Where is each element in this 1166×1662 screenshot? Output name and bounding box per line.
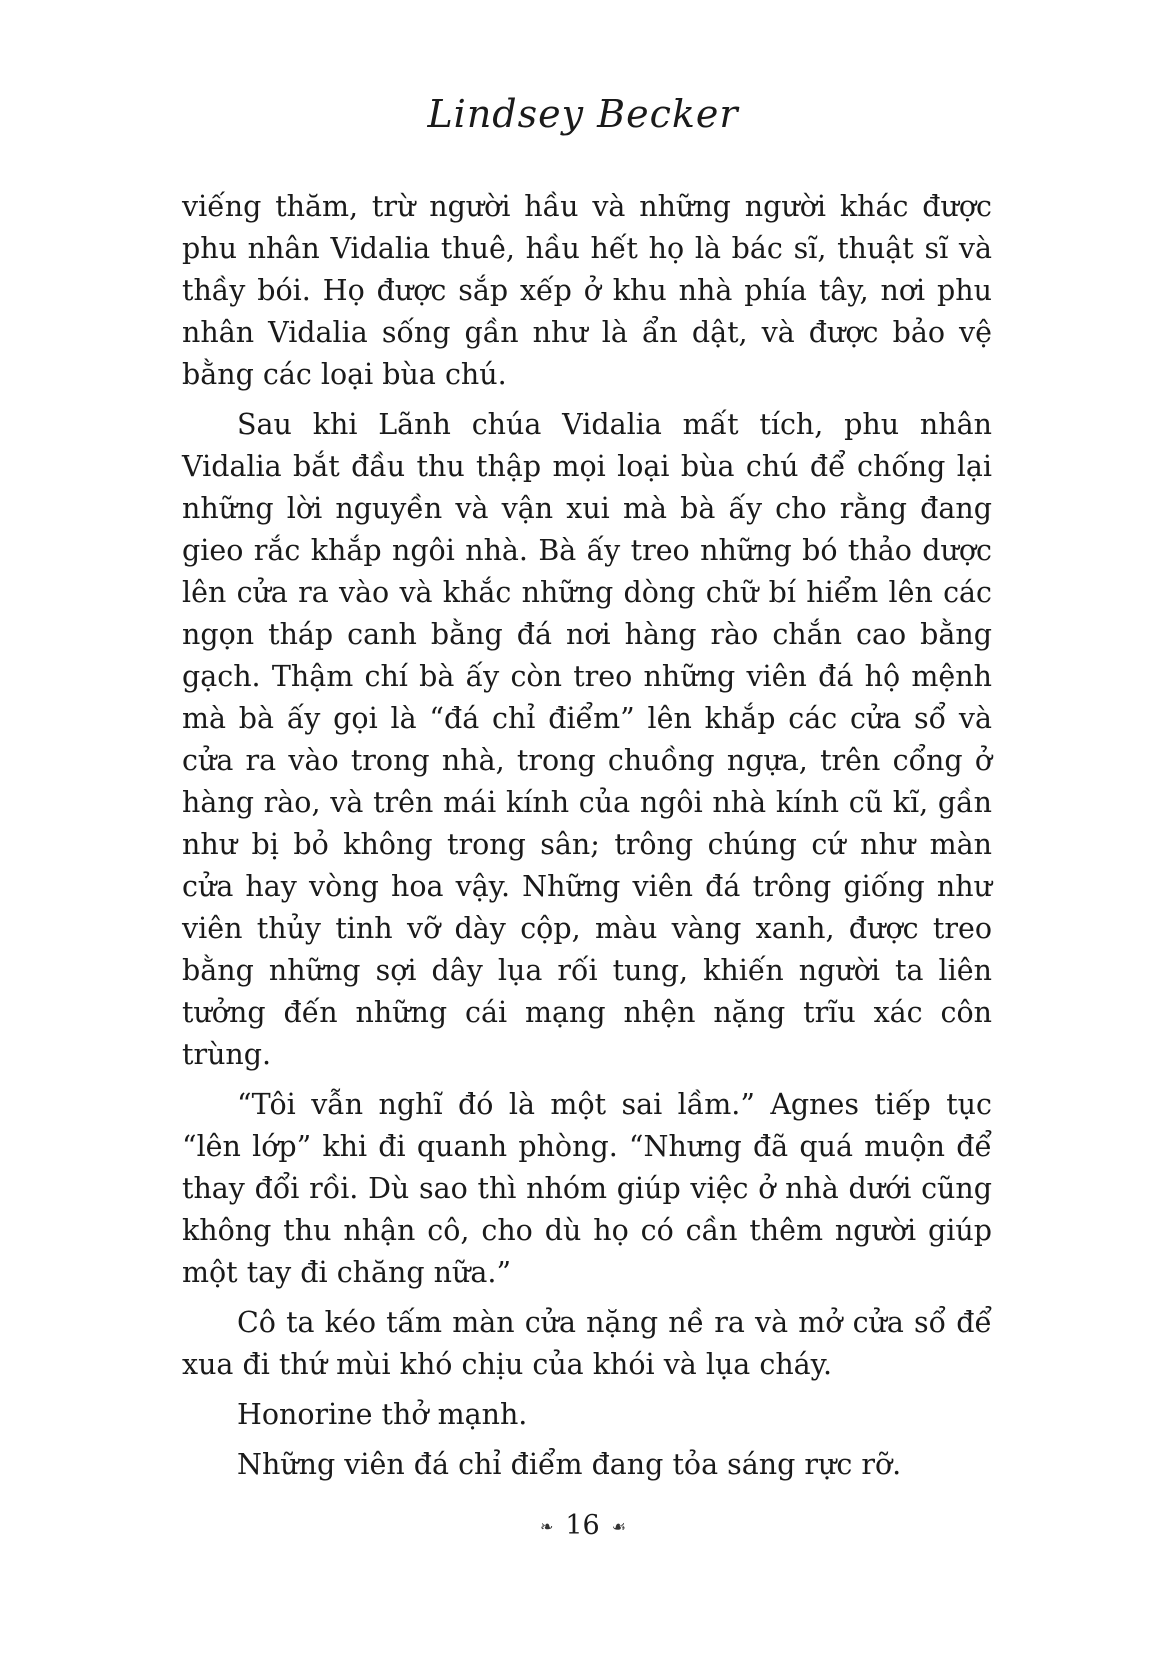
left-ornament-icon: ❧ xyxy=(539,1517,554,1536)
body-text xyxy=(182,186,992,1494)
paragraph-5: Honorine thở mạnh. xyxy=(237,1398,528,1431)
page-footer xyxy=(0,1510,1166,1541)
paragraph-6: Những viên đá chỉ điểm đang tỏa sáng rực rỡ. xyxy=(237,1448,902,1481)
paragraph-2: Sau khi Lãnh chúa Vidalia mất tích, phu nhân Vidalia bắt đầu thu thập mọi loại bùa chú để chống lại những lời nguyền và vận xui mà bà ấy cho rằng đang gieo rắc khắp ngôi nhà. Bà ấy treo những bó thảo dược lên cửa ra vào và khắc những dòng chữ bí hiểm lên các ngọn tháp canh bằng đá nơi hàng rào chắn cao bằng gạch. Thậm chí bà ấy còn treo những viên đá hộ mệnh mà bà ấy gọi là “đá chỉ điểm” lên khắp các cửa sổ và cửa ra vào trong nhà, trong chuồng ngựa, trên cổng ở hàng rào, và trên mái kính của ngôi nhà kính cũ kĩ, gần như bị bỏ không trong sân; trông chúng cứ như màn cửa hay vòng hoa vậy. Những viên đá trông giống như viên thủy tinh vỡ dày cộp, màu vàng xanh, được treo bằng những sợi dây lụa rối tung, khiến người ta liên tưởng đến những cái mạng nhện nặng trĩu xác côn trùng. xyxy=(182,408,992,1071)
right-ornament-icon: ☙ xyxy=(611,1517,627,1536)
paragraph-4: Cô ta kéo tấm màn cửa nặng nề ra và mở cửa sổ để xua đi thứ mùi khó chịu của khói và lụa cháy. xyxy=(182,1306,992,1381)
paragraph-1: viếng thăm, trừ người hầu và những người khác được phu nhân Vidalia thuê, hầu hết họ là bác sĩ, thuật sĩ và thầy bói. Họ được sắp xếp ở khu nhà phía tây, nơi phu nhân Vidalia sống gần như là ẩn dật, và được bảo vệ bằng các loại bùa chú. xyxy=(182,190,992,391)
page-number: 16 xyxy=(565,1510,600,1541)
running-header-author: Lindsey Becker xyxy=(427,92,739,136)
paragraph-3: “Tôi vẫn nghĩ đó là một sai lầm.” Agnes tiếp tục “lên lớp” khi đi quanh phòng. “Nhưng đã quá muộn để thay đổi rồi. Dù sao thì nhóm giúp việc ở nhà dưới cũng không thu nhận cô, cho dù họ có cần thêm người giúp một tay đi chăng nữa.” xyxy=(182,1088,992,1289)
